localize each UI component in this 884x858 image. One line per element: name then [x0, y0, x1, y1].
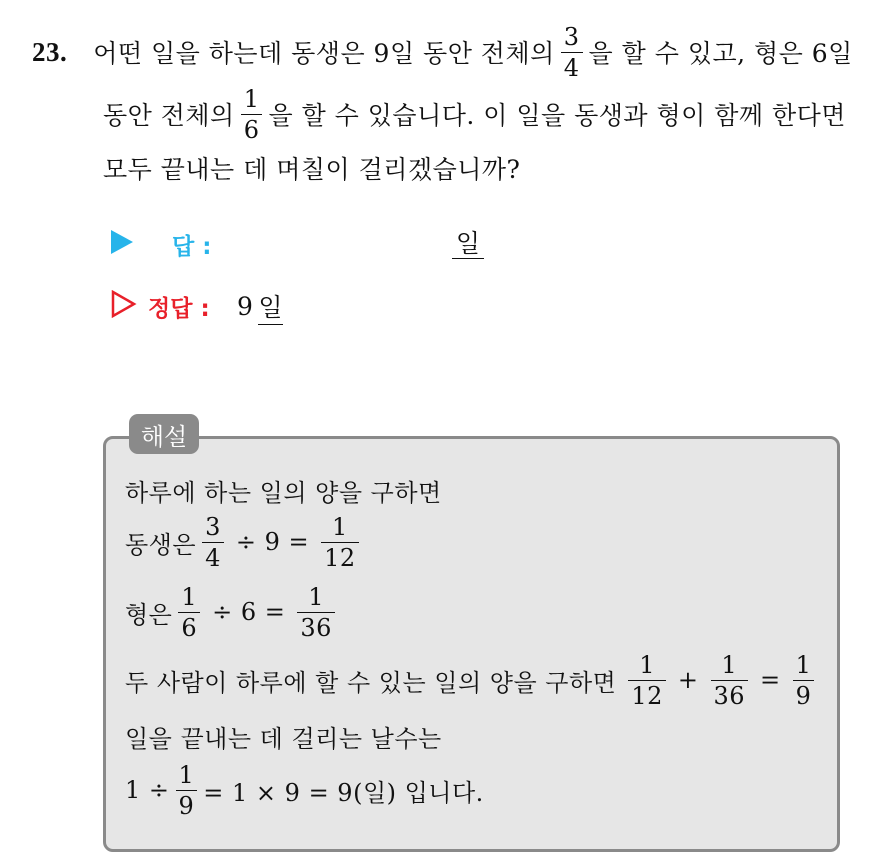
solution-text: 1 ÷: [125, 776, 170, 804]
question-line-2: [103, 84, 846, 144]
solution-line-4: [125, 650, 820, 710]
question-text: 모두 끝내는 데 며칠이 걸리겠습니까?: [103, 155, 521, 184]
solution-text: 동생은: [125, 530, 197, 559]
question-text: 동안 전체의: [103, 101, 235, 130]
answer-label: 답 :: [172, 234, 212, 260]
solution-line-3: [125, 582, 341, 642]
solution-line-5: [125, 718, 442, 754]
solution-text: 하루에 하는 일의 양을 구하면: [125, 478, 442, 507]
question-line-3: [103, 150, 520, 186]
fraction: $\frac{3}{4}$: [202, 515, 224, 570]
fraction: $\frac{1}{36}$: [711, 653, 749, 708]
solution-tag: 해설: [129, 414, 199, 454]
question-number: 23.: [32, 36, 68, 67]
question-text: 을 할 수 있습니다. 이 일을 동생과 형이 함께 한다면: [268, 101, 846, 130]
solution-line-6: [125, 760, 484, 820]
correct-answer: [237, 288, 283, 324]
correct-answer-label: 정답 :: [148, 296, 210, 322]
question-line-1: [32, 22, 853, 82]
play-arrow-icon: [111, 230, 133, 254]
fraction: $\frac{1}{9}$: [176, 763, 198, 818]
fraction: $\frac{3}{4}$: [561, 25, 583, 80]
question-text: 어떤 일을 하는데 동생은 9일 동안 전체의: [93, 39, 555, 68]
fraction: $\frac{1}{6}$: [241, 87, 263, 142]
math-operator: ÷ 6 =: [212, 598, 286, 626]
math-operator: ÷ 9 =: [235, 528, 310, 556]
fraction: $\frac{1}{9}$: [793, 653, 815, 708]
fraction: $\frac{1}{6}$: [178, 585, 200, 640]
fraction: $\frac{1}{36}$: [297, 585, 335, 640]
solution-text: 두 사람이 하루에 할 수 있는 일의 양을 구하면: [125, 668, 617, 697]
solution-text: = 1 × 9 = 9(일) 입니다.: [203, 778, 484, 807]
question-text: 을 할 수 있고, 형은 6일: [588, 39, 853, 68]
correct-answer-unit: 일: [258, 288, 283, 325]
solution-line-2: [125, 512, 365, 572]
solution-text: 일을 끝내는 데 걸리는 날수는: [125, 724, 442, 753]
play-outline-icon: [111, 290, 137, 318]
fraction: $\frac{1}{12}$: [628, 653, 666, 708]
answer-input[interactable]: [452, 224, 484, 259]
correct-answer-value: 9: [237, 291, 254, 321]
solution-text: 형은: [125, 600, 173, 629]
answer-unit: 일: [455, 229, 481, 258]
solution-line-1: [125, 472, 442, 508]
fraction: $\frac{1}{12}$: [321, 515, 359, 570]
math-operator: =: [760, 666, 781, 694]
math-operator: +: [677, 666, 699, 694]
